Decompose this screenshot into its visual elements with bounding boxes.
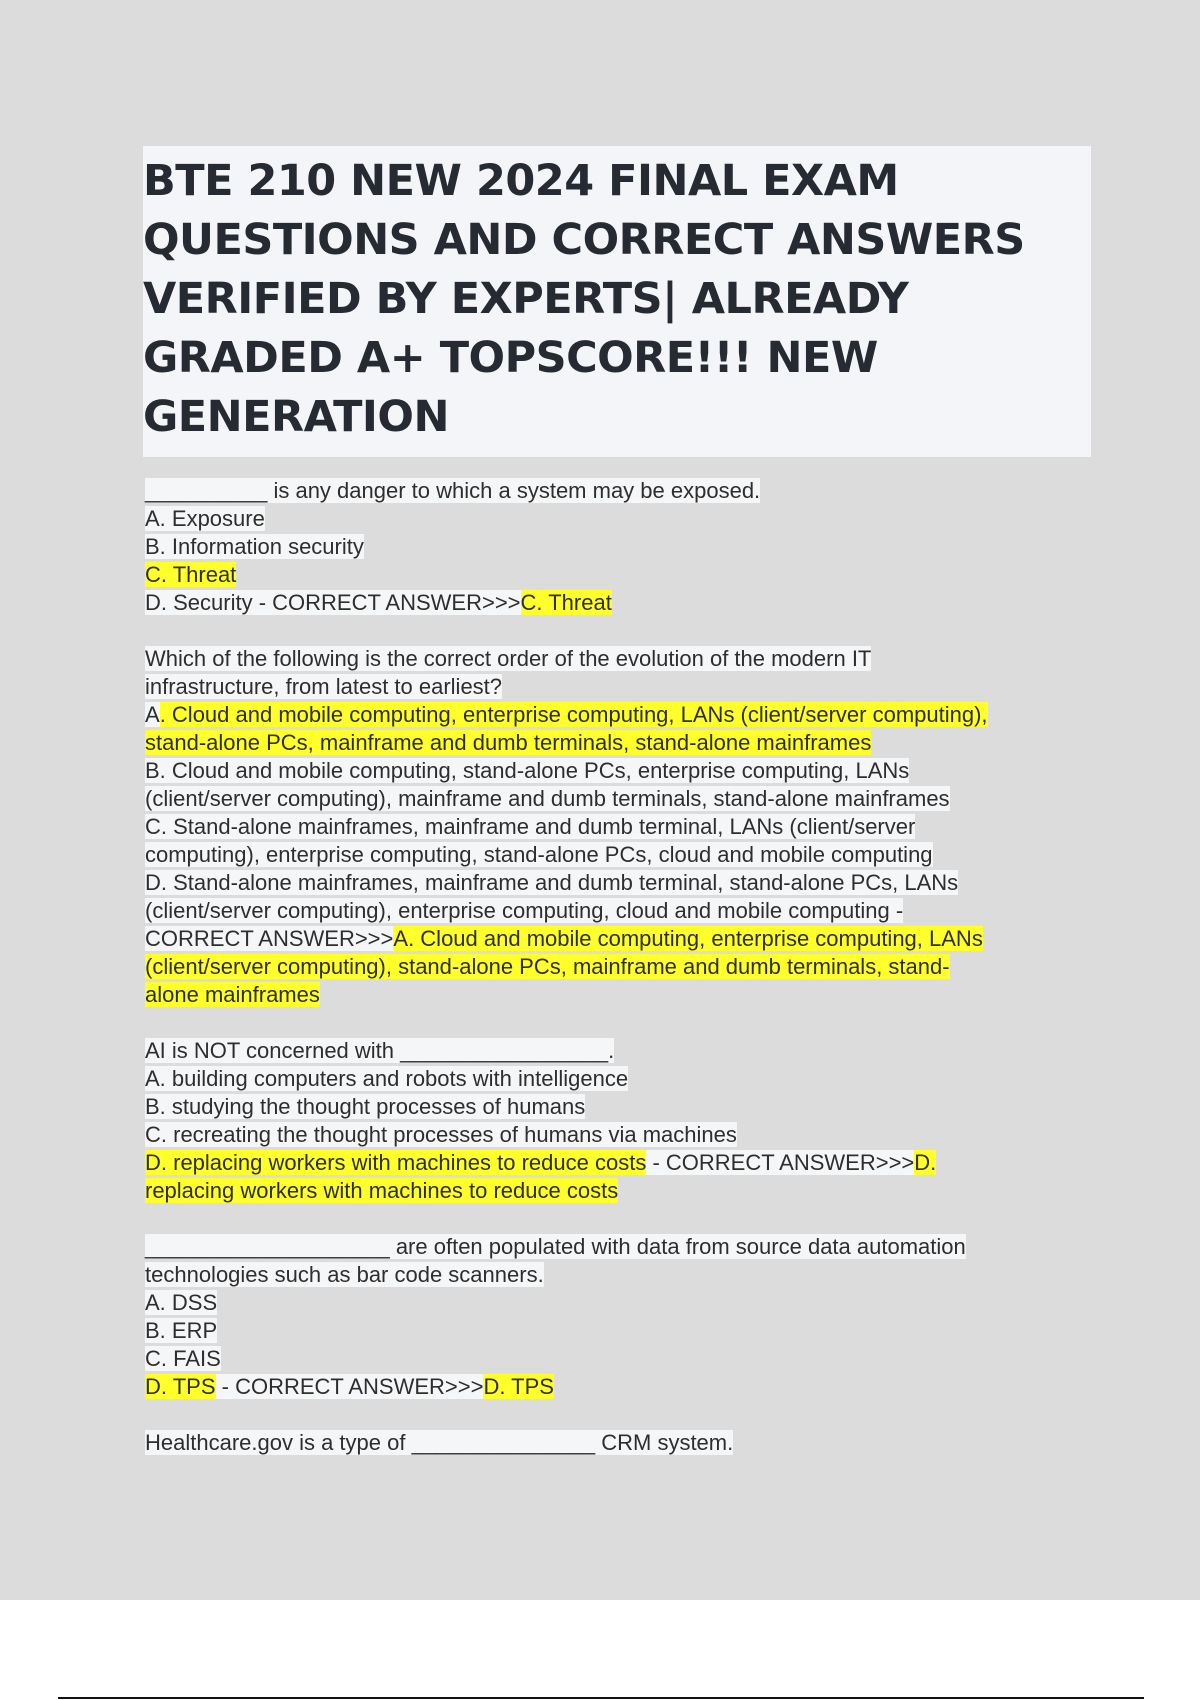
option-a-letter: A — [145, 702, 160, 727]
footer-divider — [58, 1697, 1144, 1699]
correct-answer: C. Threat — [520, 590, 612, 615]
option-b: B. ERP — [145, 1318, 218, 1343]
correct-answer: D. — [914, 1150, 937, 1175]
option-c: C. recreating the thought processes of humans via machines — [145, 1122, 737, 1147]
option-b: B. studying the thought processes of humans — [145, 1094, 586, 1119]
question-text-line: technologies such as bar code scanners. — [145, 1262, 544, 1287]
question-block-1 — [145, 477, 1093, 617]
option-d-highlighted: D. TPS — [145, 1374, 216, 1399]
question-list — [145, 477, 1093, 1457]
option-d: D. Security - CORRECT ANSWER>>> — [145, 590, 521, 615]
option-a-highlighted: stand-alone PCs, mainframe and dumb terminals, stand-alone mainframes — [145, 730, 872, 755]
option-d-line: D. Stand-alone mainframes, mainframe and dumb terminal, stand-alone PCs, LANs — [145, 870, 959, 895]
option-a-highlighted: . Cloud and mobile computing, enterprise computing, LANs (client/server computing), — [159, 702, 988, 727]
document-content — [145, 146, 1093, 1485]
correct-answer: A. Cloud and mobile computing, enterprise computing, LANs — [393, 926, 983, 951]
question-block-4 — [145, 1233, 1093, 1401]
option-c-line: computing), enterprise computing, stand-alone PCs, cloud and mobile computing — [145, 842, 933, 867]
correct-answer: replacing workers with machines to reduce costs — [145, 1178, 619, 1203]
correct-answer-label: - CORRECT ANSWER>>> — [215, 1374, 484, 1399]
question-text-line: ____________________ are often populated with data from source data automation — [145, 1234, 966, 1259]
correct-answer: alone mainframes — [145, 982, 320, 1007]
option-d-line: (client/server computing), enterprise computing, cloud and mobile computing - — [145, 898, 904, 923]
option-c: C. FAIS — [145, 1346, 221, 1371]
option-a: A. Exposure — [145, 506, 265, 531]
option-b-line: (client/server computing), mainframe and dumb terminals, stand-alone mainframes — [145, 786, 950, 811]
question-text-line: infrastructure, from latest to earliest? — [145, 674, 503, 699]
option-b-line: B. Cloud and mobile computing, stand-alone PCs, enterprise computing, LANs — [145, 758, 910, 783]
correct-answer: D. TPS — [483, 1374, 554, 1399]
document-title: BTE 210 NEW 2024 FINAL EXAM QUESTIONS AND CORRECT ANSWERS VERIFIED BY EXPERTS| ALREADY GRADED A+ TOPSCORE!!! NEW GENERATION — [143, 156, 1025, 442]
question-text-line: Which of the following is the correct order of the evolution of the modern IT — [145, 646, 872, 671]
title-block — [143, 146, 1091, 457]
correct-answer: (client/server computing), stand-alone PCs, mainframe and dumb terminals, stand- — [145, 954, 950, 979]
correct-answer-label: - CORRECT ANSWER>>> — [646, 1150, 915, 1175]
option-c-line: C. Stand-alone mainframes, mainframe and dumb terminal, LANs (client/server — [145, 814, 916, 839]
option-d-highlighted: D. replacing workers with machines to reduce costs — [145, 1150, 647, 1175]
question-block-2 — [145, 645, 1093, 1009]
question-text: __________ is any danger to which a system may be exposed. — [145, 478, 761, 503]
question-text: Healthcare.gov is a type of _______________ CRM system. — [145, 1430, 734, 1455]
option-a: A. building computers and robots with intelligence — [145, 1066, 629, 1091]
question-text: AI is NOT concerned with _________________. — [145, 1038, 615, 1063]
question-block-5 — [145, 1429, 1093, 1457]
correct-answer-label: CORRECT ANSWER>>> — [145, 926, 394, 951]
option-a: A. DSS — [145, 1290, 218, 1315]
question-block-3 — [145, 1037, 1093, 1205]
option-b: B. Information security — [145, 534, 364, 559]
option-c-highlighted: C. Threat — [145, 562, 237, 587]
